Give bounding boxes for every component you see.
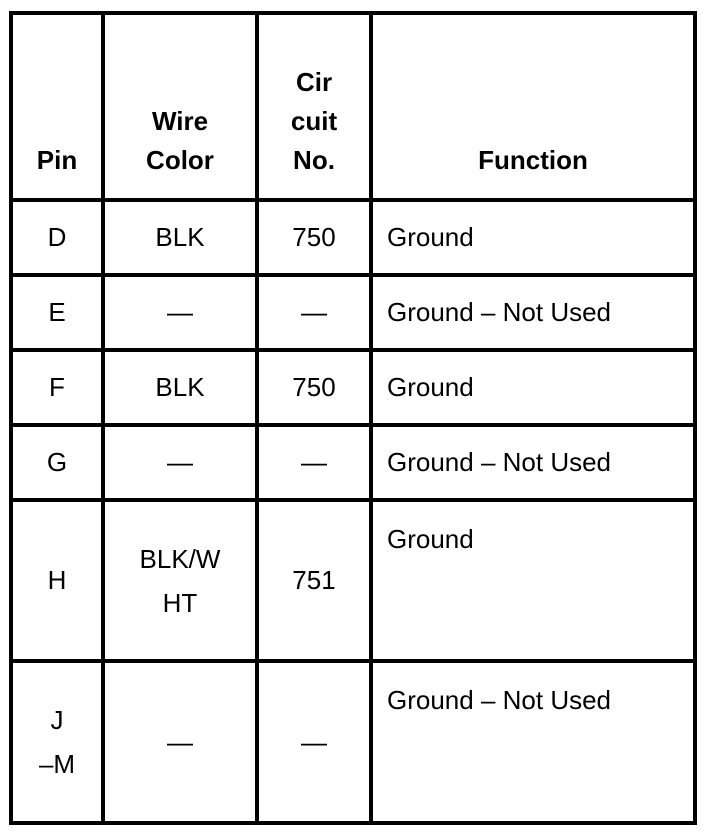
table-row [11, 661, 695, 823]
table-row [11, 350, 695, 425]
header-function: Function [371, 13, 695, 200]
cell-pin: H [11, 500, 103, 661]
header-row [11, 13, 695, 200]
cell-wire-color: BLK [103, 200, 257, 275]
cell-wire-color: BLK/W HT [103, 500, 257, 661]
header-circuit-no: Cir cuit No. [257, 13, 371, 200]
cell-wire-color: BLK [103, 350, 257, 425]
table-row [11, 275, 695, 350]
pin-function-table [9, 11, 697, 825]
cell-pin: J –M [11, 661, 103, 823]
header-pin: Pin [11, 13, 103, 200]
cell-function: Ground [371, 200, 695, 275]
cell-function: Ground – Not Used [371, 425, 695, 500]
cell-pin: G [11, 425, 103, 500]
cell-wire-color: — [103, 425, 257, 500]
table-row [11, 500, 695, 661]
cell-pin: E [11, 275, 103, 350]
cell-circuit: — [257, 661, 371, 823]
cell-circuit: — [257, 275, 371, 350]
cell-function: Ground [371, 500, 695, 661]
cell-function: Ground – Not Used [371, 661, 695, 823]
cell-function: Ground [371, 350, 695, 425]
cell-circuit: 750 [257, 200, 371, 275]
header-wire-color: Wire Color [103, 13, 257, 200]
table-row [11, 425, 695, 500]
cell-circuit: 751 [257, 500, 371, 661]
cell-circuit: 750 [257, 350, 371, 425]
cell-circuit: — [257, 425, 371, 500]
cell-pin: D [11, 200, 103, 275]
cell-pin: F [11, 350, 103, 425]
cell-function: Ground – Not Used [371, 275, 695, 350]
table-row [11, 200, 695, 275]
cell-wire-color: — [103, 661, 257, 823]
cell-wire-color: — [103, 275, 257, 350]
